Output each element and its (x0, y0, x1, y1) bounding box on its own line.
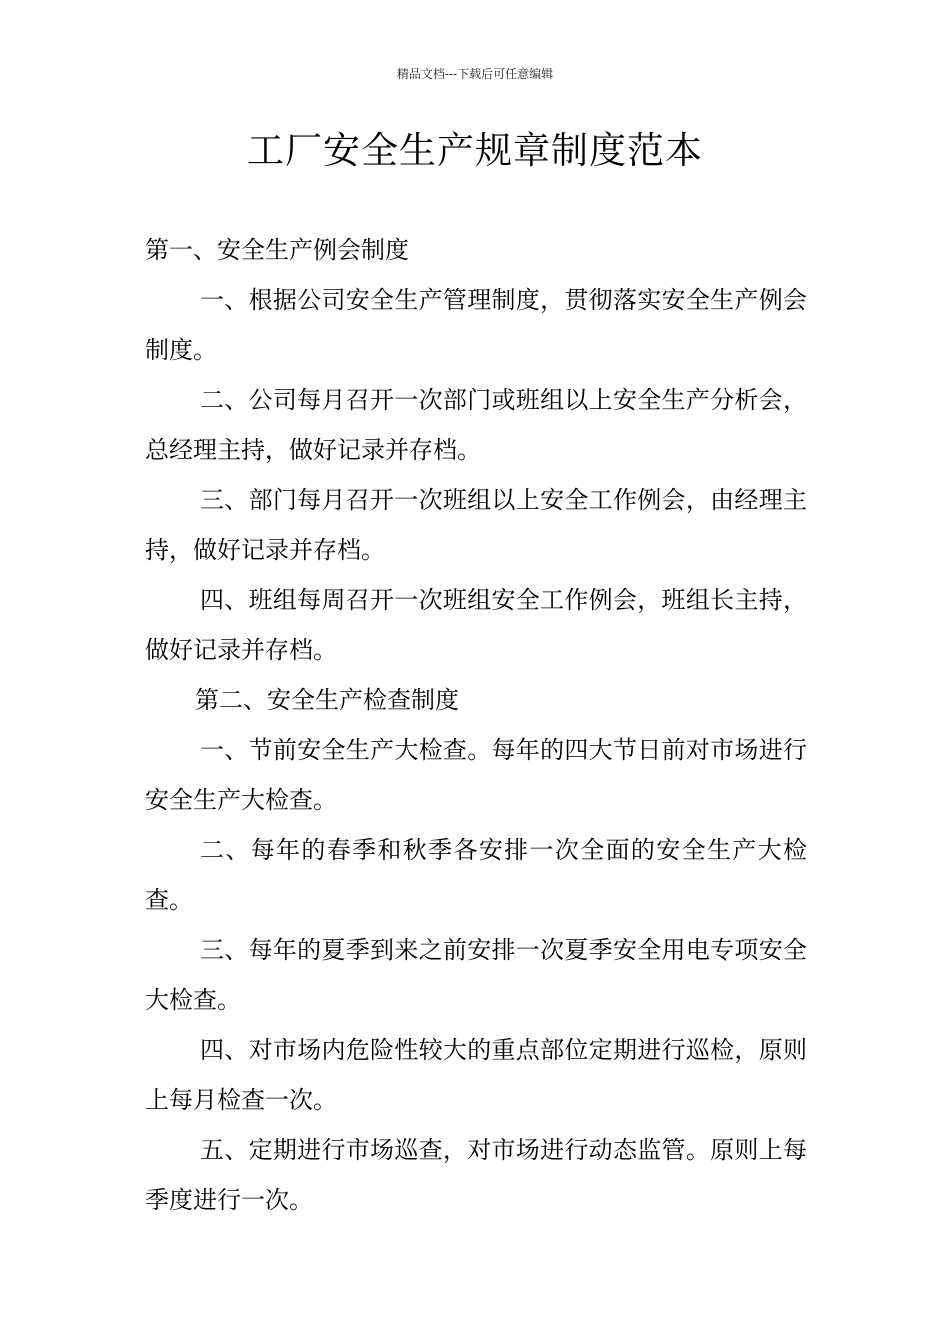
section-1-item-4: 四、班组每周召开一次班组安全工作例会，班组长主持，做好记录并存档。 (145, 586, 807, 664)
section-1-item-2: 二、公司每月召开一次部门或班组以上安全生产分析会，总经理主持，做好记录并存档。 (145, 386, 807, 464)
section-2-item-2: 二、每年的春季和秋季各安排一次全面的安全生产大检查。 (145, 836, 807, 914)
section-2-item-5: 五、定期进行市场巡查，对市场进行动态监管。原则上每季度进行一次。 (145, 1136, 807, 1214)
section-2-item-3: 三、每年的夏季到来之前安排一次夏季安全用电专项安全大检查。 (145, 936, 807, 1014)
section-1-item-3: 三、部门每月召开一次班组以上安全工作例会，由经理主持，做好记录并存档。 (145, 486, 807, 564)
section-heading-2: 第二、安全生产检查制度 (195, 686, 459, 714)
section-heading-1: 第一、安全生产例会制度 (145, 236, 409, 264)
header-watermark: 精品文档---下载后可任意编辑 (396, 67, 554, 81)
document-title: 工厂安全生产规章制度范本 (247, 129, 703, 172)
section-2-item-4: 四、对市场内危险性较大的重点部位定期进行巡检，原则上每月检查一次。 (145, 1036, 807, 1114)
document-body (145, 225, 807, 1225)
section-2-item-1: 一、节前安全生产大检查。每年的四大节日前对市场进行安全生产大检查。 (145, 736, 807, 814)
section-1-item-1: 一、根据公司安全生产管理制度，贯彻落实安全生产例会制度。 (145, 286, 807, 364)
